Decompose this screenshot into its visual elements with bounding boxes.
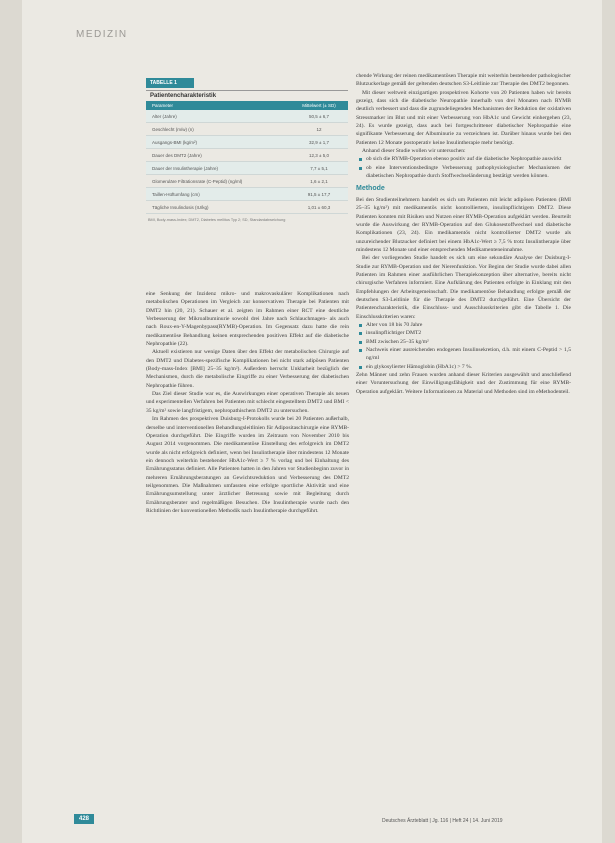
table-col-header: Parameter <box>152 103 174 108</box>
paragraph: Im Rahmen des prospektiven Duisburg-I-Protokolls wurde bei 20 Patienten außerhalb, derselbe und interventionellen Behandlungsleitlinien für Adipositaschirurgie eine RYMB-Operation durchgeführt. Die Eingriffe wurden im Zeitraum von November 2010 bis August 2014 vorgenommen. Die medikamentöse Einstellung des erfolgreich im DMT2 wurde als nicht erfolgreich definiert, wenn bei Insulintherapie über mindestens 12 Monate ein dennoch weiterhin bestehender HbA1c-Wert ≥ 7 % vorlag und bei Einhaltung des Ernährungsstatus definiert. Alle Patienten hatten in den Jahren vor Studienbeginn zuvor in mehreren Ernährungsberatungen an Gewichtsreduktion und Verbesserung des DMT2 teilgenommen. Die Maßnahmen umfassten eine erfolgte sportliche Aktivität und eine Ernährungsumstellung unter ärztlicher Betreuung sowie mit Begleitung durch Ernährungsberater und regelmäßigen Besuchen. Die Insulintherapie wurde nach den Richtlinien der konventionellen Methodik nach Insulintherapie durchgeführt. <box>146 416 349 514</box>
inclusion-criteria-list <box>356 321 571 371</box>
table-1 <box>146 78 348 268</box>
list-item: Nachweis einer ausreichenden endogenen Insulinsekretion, d.h. mit einem C-Peptid > 1,5 ng/ml <box>366 347 571 362</box>
list-item: insulinpflichtiger DMT2 <box>366 329 571 337</box>
right-column <box>356 72 571 396</box>
table-body <box>146 110 348 214</box>
table-col-header: Mittelwert (± SD) <box>302 103 336 108</box>
table-row <box>146 110 348 123</box>
table-cell: Dauer des DMT2 (Jahre) <box>152 152 202 158</box>
table-row <box>146 188 348 201</box>
table-label: TABELLE 1 <box>146 78 194 88</box>
aims-list <box>356 155 571 180</box>
list-item: ob sich die RYMB-Operation ebenso positiv auf die diabetische Nephropathie auswirkt <box>366 155 571 163</box>
paragraph: Aktuell existieren nur wenige Daten über den Effekt der metabolischen Chirurgie auf den DMT2 und Diabetes-spezifische Komplikationen bei nicht stark adipösen Patienten (Body-mass-Index [BMI] 25–35 kg/m²). Außerdem herrscht Unklarheit bezüglich der Mechanismen, durch die metabolische Eingriffe zu einer Verbesserung der diabetischen Nephropathie führen. <box>146 349 349 389</box>
table-cell: 32,9 ± 1,7 <box>309 139 329 145</box>
paragraph: Anhand dieser Studie wollen wir untersuchen: <box>362 148 466 155</box>
table-cell: Alter (Jahre) <box>152 113 177 119</box>
left-column <box>146 290 349 515</box>
table-row <box>146 123 348 136</box>
table-cell: 12 <box>316 126 322 132</box>
table-cell: 12,3 ± 5,0 <box>309 152 329 158</box>
list-item: ein glykosylierter Hämoglobin (HbA1c) > 7 %. <box>366 363 571 371</box>
table-cell: 1,6 ± 2,1 <box>310 178 328 184</box>
paragraph: Mit dieser weltweit einzigartigen prospektiven Kohorte von 20 Patienten haben wir bereits gezeigt, dass sich die diabetische Neuropathie innerhalb von drei Monaten nach RYMB deutlich verbessert und dass die zugrundeliegenden Mechanismen der Reduktion der oxidativen Stressmarker im Blut und mit einer Verbesserung von HbA1c und Gewicht einhergehen (23, 24). Es wurde gezeigt, dass auch bei fortgeschrittener diabetischer Nephropathie eine signifikante Verbesserung der Albuminurie zu verzeichnen ist. Darüber hinaus wurde bei den Patienten 12 Monate postoperativ keine Insulintherapie mehr benötigt. <box>356 89 571 146</box>
table-cell: Glomeruläre Filtrationsrate (C-Peptid) (ng/ml) <box>152 178 243 184</box>
paragraph: Bei den Studienteilnehmern handelt es sich um Patienten mit leicht adipösen Patienten (BMI 25–35 kg/m²) mit medikamentös nicht kontrolliertem, insulinpflichtigem DMT2. Diese Patienten konnten mit Risiken und Nutzen einer RYMB-Operation aufgeklärt werden. Beurteilt wurde die Auswirkung der RYMB-Operation auf den Glukosestoffwechsel und diabetische Komplikationen (23, 24). Ein medikamentös nicht kontrollierter DMT2 wurde als unzureichender Blutzucker definiert bei einem HbA1c-Wert ≥ 7,5 % trotz Insulintherapie über mindestens 12 Monate und einer entsprechenden Medikamenteneinnahme. <box>356 196 571 253</box>
section-label: MEDIZIN <box>76 29 128 40</box>
table-cell: 1,01 ± 60,3 <box>307 204 331 210</box>
table-cell: 7,7 ± 5,1 <box>310 165 328 171</box>
list-item: BMI zwischen 25–35 kg/m² <box>366 338 571 346</box>
table-row <box>146 162 348 175</box>
table-cell: 91,5 ± 17,7 <box>307 191 331 197</box>
paragraph: chende Wirkung der reinen medikamentösen Therapie mit weiterhin bestehender pathologischer Blutzuckerlage gemäß der geltenden deutschen S3-Leitlinie zur Therapie des DMT2 begonnen. <box>356 73 572 88</box>
table-cell: Taillen-Hüftumfang (cm) <box>152 191 200 197</box>
paragraph: Zehn Männer und zehn Frauen wurden anhand dieser Kriterien ausgewählt und anschließend einer Voruntersuchung der Einwilligungsfähigkeit und der Zustimmung für eine RYMB-Operation aufgeklärt. Weitere Informationen zu Material und Methoden sind im eMethodenteil. <box>356 372 571 395</box>
table-cell: Geschlecht (m/w) (n) <box>152 126 194 132</box>
table-cell: Dauer der Insulintherapie (Jahre) <box>152 165 219 171</box>
table-cell: Tägliche Insulindosis (IU/kg) <box>152 204 209 210</box>
table-row <box>146 136 348 149</box>
page-number: 428 <box>74 814 94 824</box>
list-item: ob eine Interventionsbedingte Verbesserung pathophysiologischer Mechanismen der diabetischen Nephropathie durch Stoffwechseländerung bestätigt werden können. <box>366 164 571 180</box>
table-header-row <box>146 101 348 110</box>
table-cell: 50,5 ± 6,7 <box>309 113 329 119</box>
paragraph: Das Ziel dieser Studie war es, die Auswirkungen einer operativen Therapie als neuen und experimentellen Verfahren bei Patienten mit schlecht eingestelltem DMT2 und BMI < 35 kg/m² sowie langfristigem, nephropathischem DMT2 zu untersuchen. <box>146 391 349 414</box>
table-footnote: BMI, Body-mass-Index; DMT2, Diabetes mellitus Typ 2; SD, Standardabweichung <box>148 218 286 222</box>
table-row <box>146 201 348 214</box>
table-cell: Ausgangs-BMI (kg/m²) <box>152 139 198 145</box>
paragraph: Bei der vorliegenden Studie handelt es sich um eine sekundäre Analyse der Duisburg-I-Studie zur RYMB-Operation und der Nierenfunktion. Vor Beginn der Studie wurde dabei allen Patienten im Rahmen einer ausführlichen Therapiekonzeption über alternative, bereits nicht chirurgische Verfahren informiert. Eine Aufklärung des Patienten erfolgte in Einklang mit den Empfehlungen der Arbeitsgemeinschaft. Die medikamentöse Behandlung erfolgte gemäß der deutschen S3-Leitlinie für die Therapie des DMT2 durchgeführt. Eine Übersicht der Patientencharakteristik, die Einschluss- und Ausschlusskriterien gibt die Tabelle 1. Die Einschlusskriterien waren: <box>356 255 571 320</box>
list-item: Alter von 18 bis 70 Jahre <box>366 321 571 329</box>
paragraph: eine Senkung der Inzidenz mikro- und makrovaskulärer Komplikationen nach metabolischen Operationen im Vergleich zur konservativen Therapie bei Patienten mit DMT2 hin (20, 21). Schauer et al. zeigten im Rahmen einer RCT eine deutliche Verbesserung der Mikroalbuminurie sowohl drei Jahre nach Schlauchmagen- als auch nach Roux-en-Y-Magenbypass(RYMB)-Operation. Im Gegensatz dazu hatte die rein medikamentöse Behandlung keinen entsprechenden positiven Effekt auf die diabetische Nephropathie (22). <box>146 291 349 348</box>
table-row <box>146 175 348 188</box>
table-title: Patientencharakteristik <box>146 90 348 101</box>
section-heading-methods: Methode <box>356 185 385 193</box>
table-row <box>146 149 348 162</box>
footer-citation: Deutsches Ärzteblatt | Jg. 116 | Heft 24 | 14. Juni 2019 <box>382 818 503 824</box>
